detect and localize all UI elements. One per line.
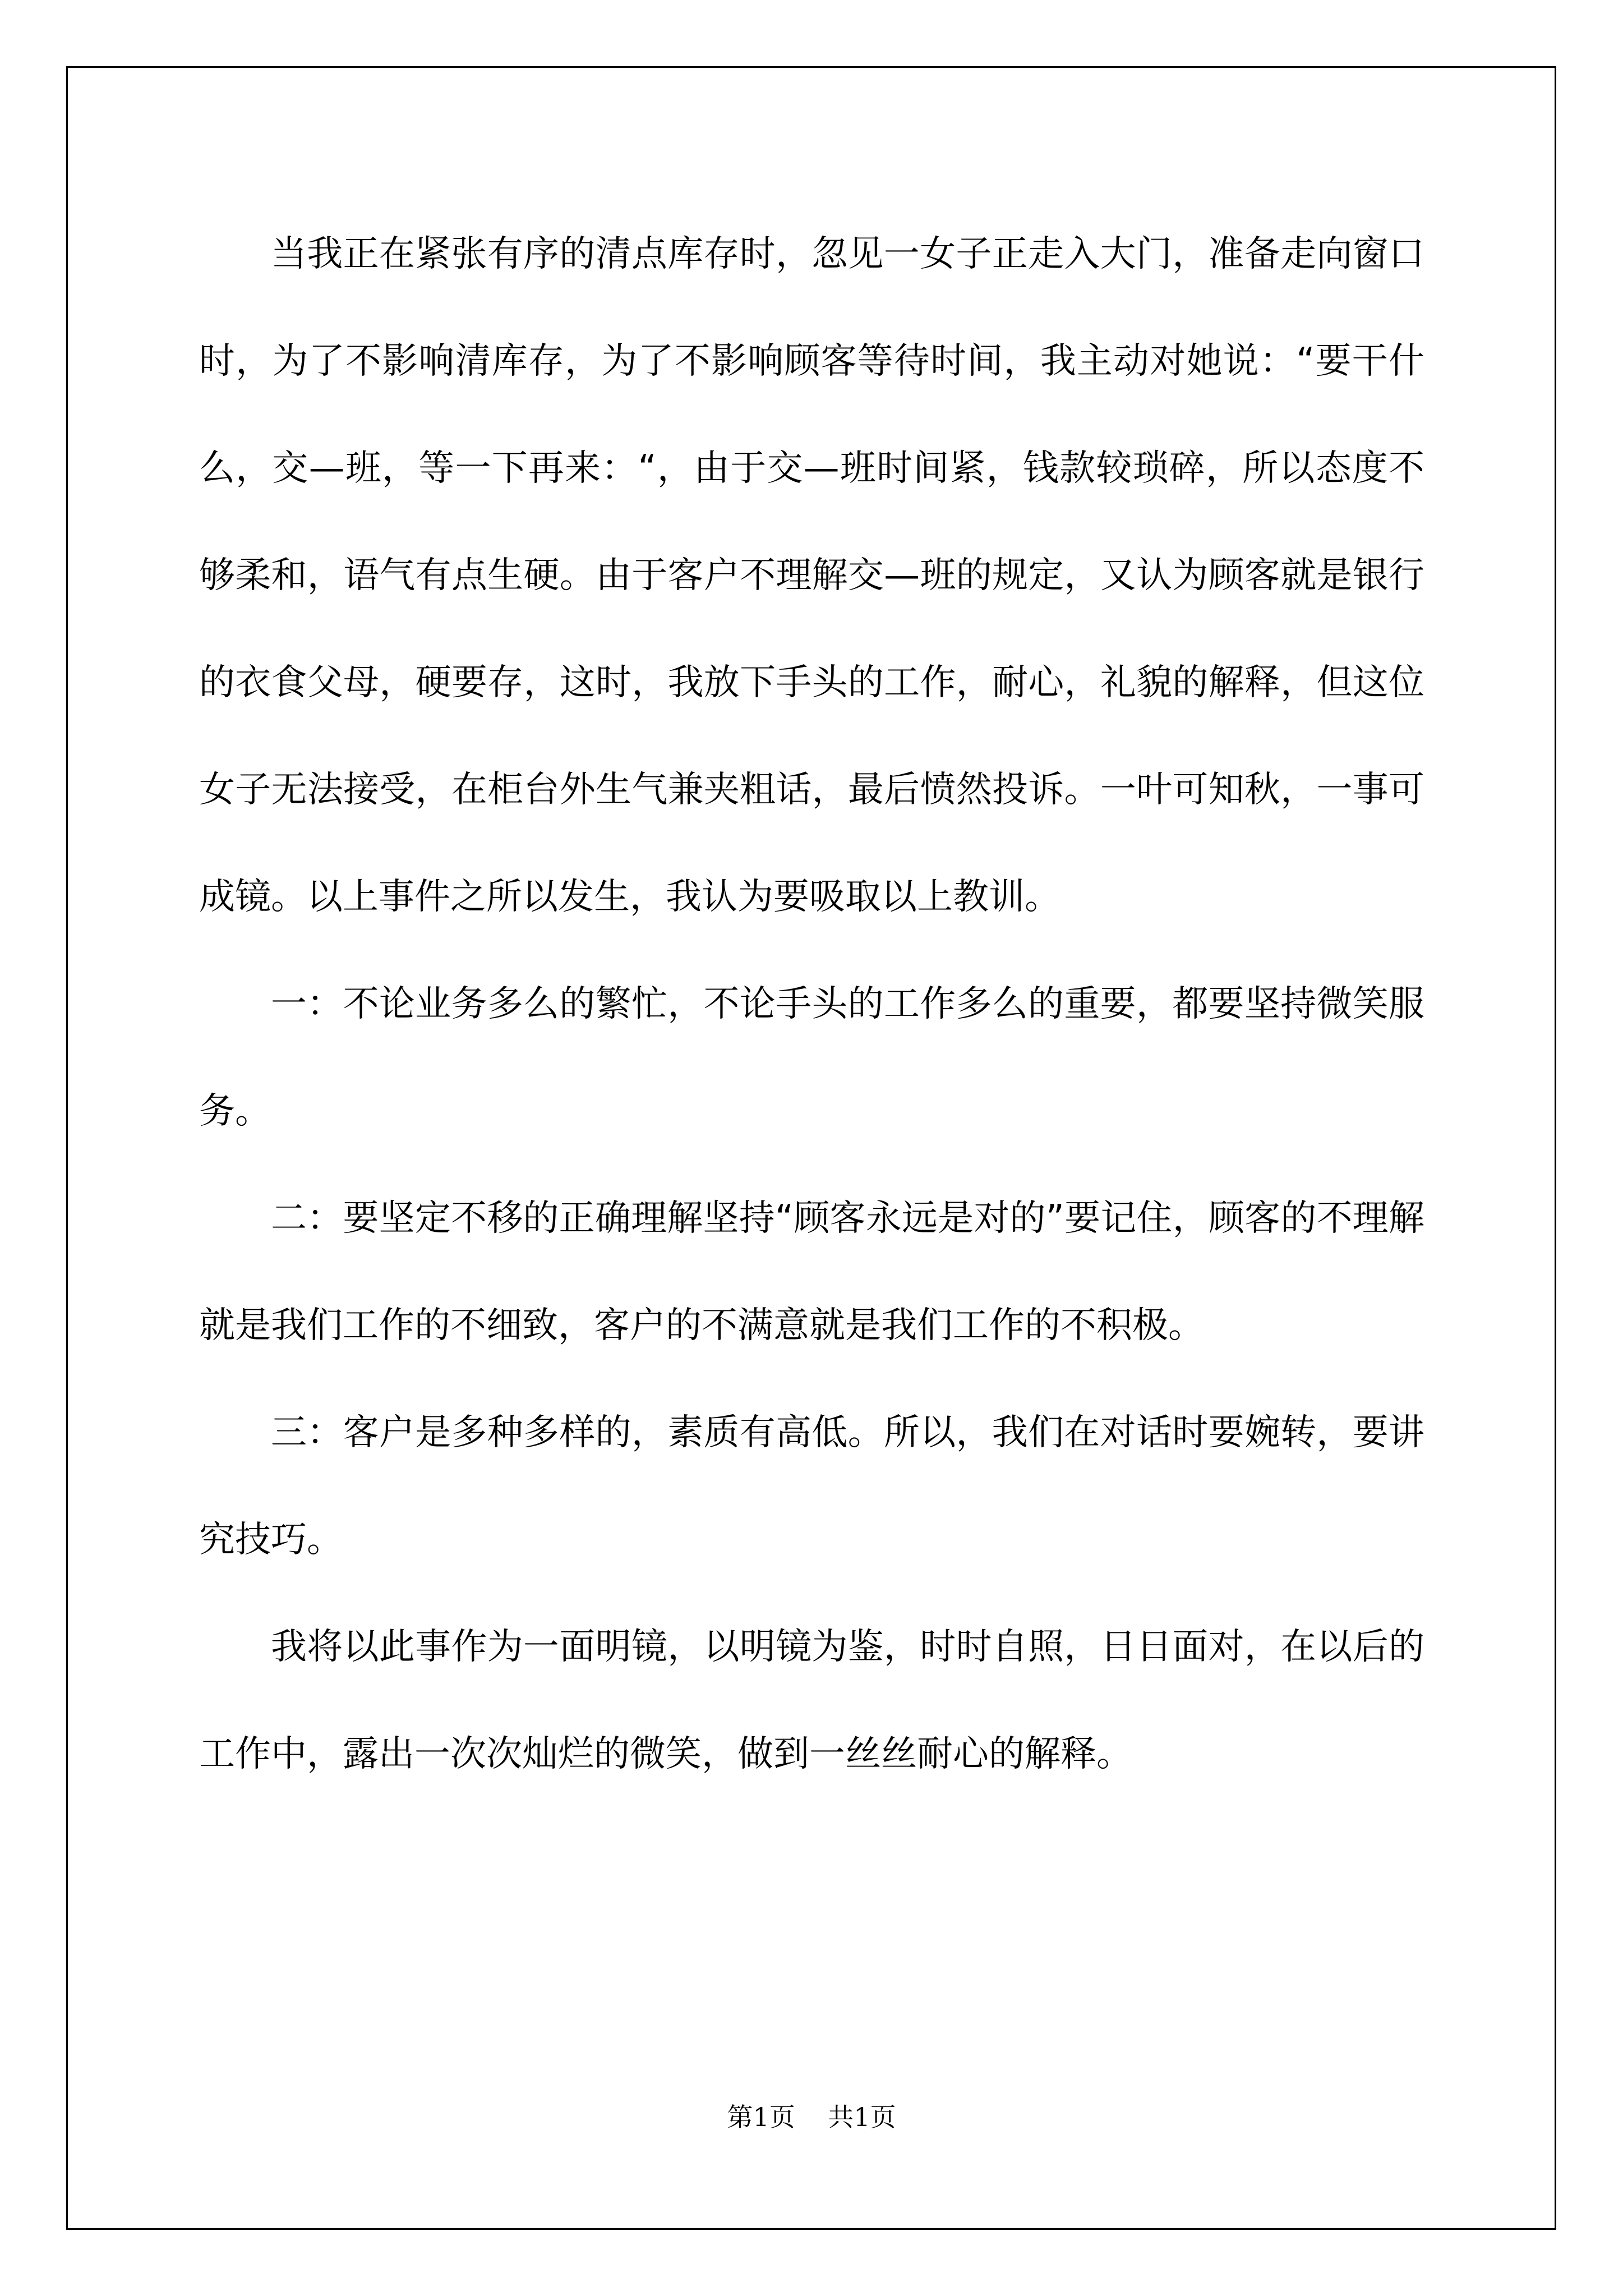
paragraph-lesson-one: 一：不论业务多么的繁忙，不论手头的工作多么的重要，都要坚持微笑服务。	[199, 983, 1424, 1132]
page-total: 共1页	[828, 2102, 896, 2132]
paragraph-lesson-three: 三：客户是多种多样的，素质有高低。所以，我们在对话时要婉转，要讲究技巧。	[199, 1412, 1424, 1561]
paragraph-conclusion: 我将以此事作为一面明镜，以明镜为鉴，时时自照，日日面对，在以后的工作中，露出一次次灿烂的微笑，做到一丝丝耐心的解释。	[199, 1626, 1424, 1775]
document-body	[199, 201, 1424, 1808]
paragraph-lesson-two: 二：要坚定不移的正确理解坚持“顾客永远是对的”要记住，顾客的不理解就是我们工作的不细致，客户的不满意就是我们工作的不积极。	[199, 1198, 1424, 1346]
page-number: 第1页	[727, 2102, 795, 2132]
page-footer	[0, 2097, 1623, 2134]
paragraph-incident: 当我正在紧张有序的清点库存时，忽见一女子正走入大门，准备走向窗口时，为了不影响清库存，为了不影响顾客等待时间，我主动对她说：“要干什么，交—班，等一下再来：“，由于交—班时间紧，钱款较琐碎，所以态度不够柔和，语气有点生硬。由于客户不理解交—班的规定，又认为顾客就是银行的衣食父母，硬要存，这时，我放下手头的工作，耐心，礼貌的解释，但这位女子无法接受，在柜台外生气兼夹粗话，最后愤然投诉。一叶可知秋，一事可成镜。以上事件之所以发生，我认为要吸取以上教训。	[199, 233, 1424, 918]
